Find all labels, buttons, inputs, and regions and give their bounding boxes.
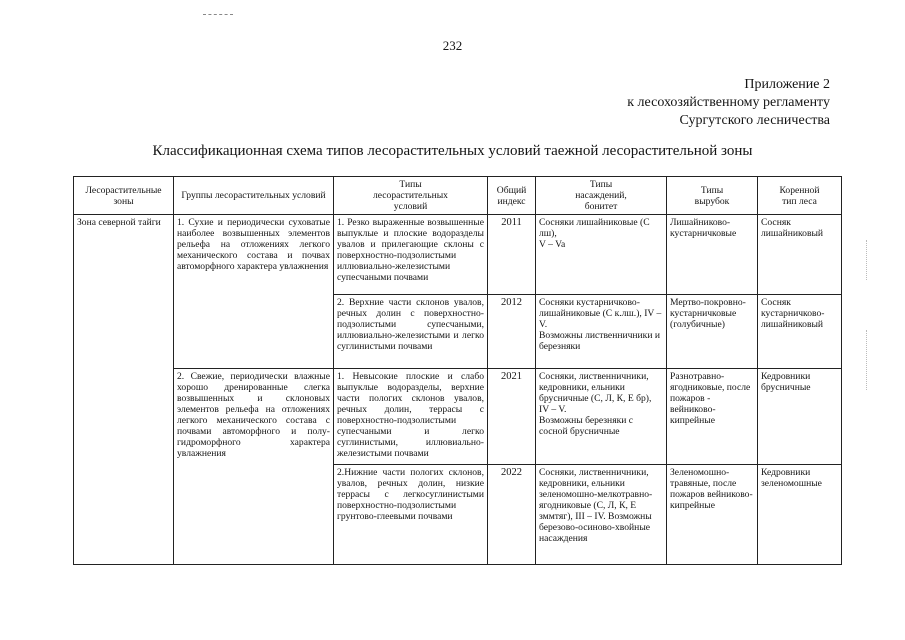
type-cell: 1. Резко выраженные возвышенные выпуклые и плоские водоразделы увалов и прилегающие склоны с поверхностно-подзолистыми иллювиально-железистыми супесчаными почвами — [334, 215, 488, 295]
appendix-line-1: Приложение 2 — [744, 77, 830, 92]
root-type-cell: Кедровники зеленомошные — [758, 465, 842, 565]
index-cell: 2012 — [488, 295, 536, 369]
index-cell: 2022 — [488, 465, 536, 565]
appendix-line-2: к лесохозяйственному регламенту — [627, 95, 830, 110]
header-root-type: Коренной тип леса — [758, 177, 842, 215]
classification-table — [73, 176, 842, 565]
clearing-cell: Разнотравно-ягодниковые, после пожаров - вейниково-кипрейные — [667, 369, 758, 465]
header-zones: Лесорастительные зоны — [74, 177, 174, 215]
type-cell: 2. Верхние части склонов увалов, речных долин с поверхностно-подзолистыми супесчаными, иллювиально-железистыми и легко суглинистыми почвами — [334, 295, 488, 369]
scan-edge-noise — [866, 330, 891, 390]
index-cell: 2021 — [488, 369, 536, 465]
root-type-cell: Сосняк лишайниковый — [758, 215, 842, 295]
document-title: Классификационная схема типов лесорастительных условий таежной лесорастительной зоны — [152, 143, 753, 159]
header-clearings: Типы вырубок — [667, 177, 758, 215]
header-types: Типы лесорастительных условий — [334, 177, 488, 215]
header-groups: Группы лесорастительных условий — [174, 177, 334, 215]
scan-artifact — [203, 14, 233, 17]
clearing-cell: Зеленомошно-травяные, после пожаров вейниково-кипрейные — [667, 465, 758, 565]
clearing-cell: Лишайниково-кустарничковые — [667, 215, 758, 295]
appendix-line-3: Сургутского лесничества — [679, 113, 830, 128]
group-cell-1: 1. Сухие и периодически суховатые наиболее возвышенных элементов рельефа на отложениях легкого механического состава и почвах автоморфного характера увлажнения — [174, 215, 334, 369]
stand-cell: Сосняки, лиственничники, кедровники, ельники брусничные (С, Л, К, Е бр), IV – V. Возможны березняки с сосной брусничные — [536, 369, 667, 465]
table-header-row — [74, 177, 842, 215]
index-cell: 2011 — [488, 215, 536, 295]
stand-cell: Сосняки кустарничково-лишайниковые (С к.лш.), IV – V. Возможны лиственничники и березняки — [536, 295, 667, 369]
stand-cell: Сосняки, лиственничники, кедровники, ельники зеленомошно-мелкотравно-ягодниковые (С, Л, К, Е зммтяг), III – IV. Возможны березово-осиново-хвойные насаждения — [536, 465, 667, 565]
table-row — [74, 369, 842, 465]
appendix-heading — [627, 76, 830, 130]
table-row — [74, 215, 842, 295]
clearing-cell: Мертво-покровно-кустарничковые (голубичные) — [667, 295, 758, 369]
root-type-cell: Кедровники брусничные — [758, 369, 842, 465]
root-type-cell: Сосняк кустарничково-лишайниковый — [758, 295, 842, 369]
type-cell: 1. Невысокие плоские и слабо выпуклые водоразделы, верхние части пологих склонов увалов, речных долин, террасы с поверхностно-подзолистыми супесчаными и легко суглинистыми, иллювиально-железистыми почвами — [334, 369, 488, 465]
page-number: 232 — [442, 38, 463, 53]
stand-cell: Сосняки лишайниковые (С лш), V – Va — [536, 215, 667, 295]
scan-edge-noise — [866, 240, 891, 280]
zone-cell: Зона северной тайги — [74, 215, 174, 565]
type-cell: 2.Нижние части пологих склонов, увалов, речных долин, низкие террасы с легкосуглинистыми поверхностно-подзолистыми грунтово-глеевыми почвами — [334, 465, 488, 565]
header-index: Общий индекс — [488, 177, 536, 215]
group-cell-2: 2. Свежие, периодически влажные хорошо дренированные слегка возвышенных и склоновых элементов рельефа на отложениях легкого механического состава с почвами автоморфного и полу-гидроморфного характера увлажнения — [174, 369, 334, 565]
header-stands: Типы насаждений, бонитет — [536, 177, 667, 215]
